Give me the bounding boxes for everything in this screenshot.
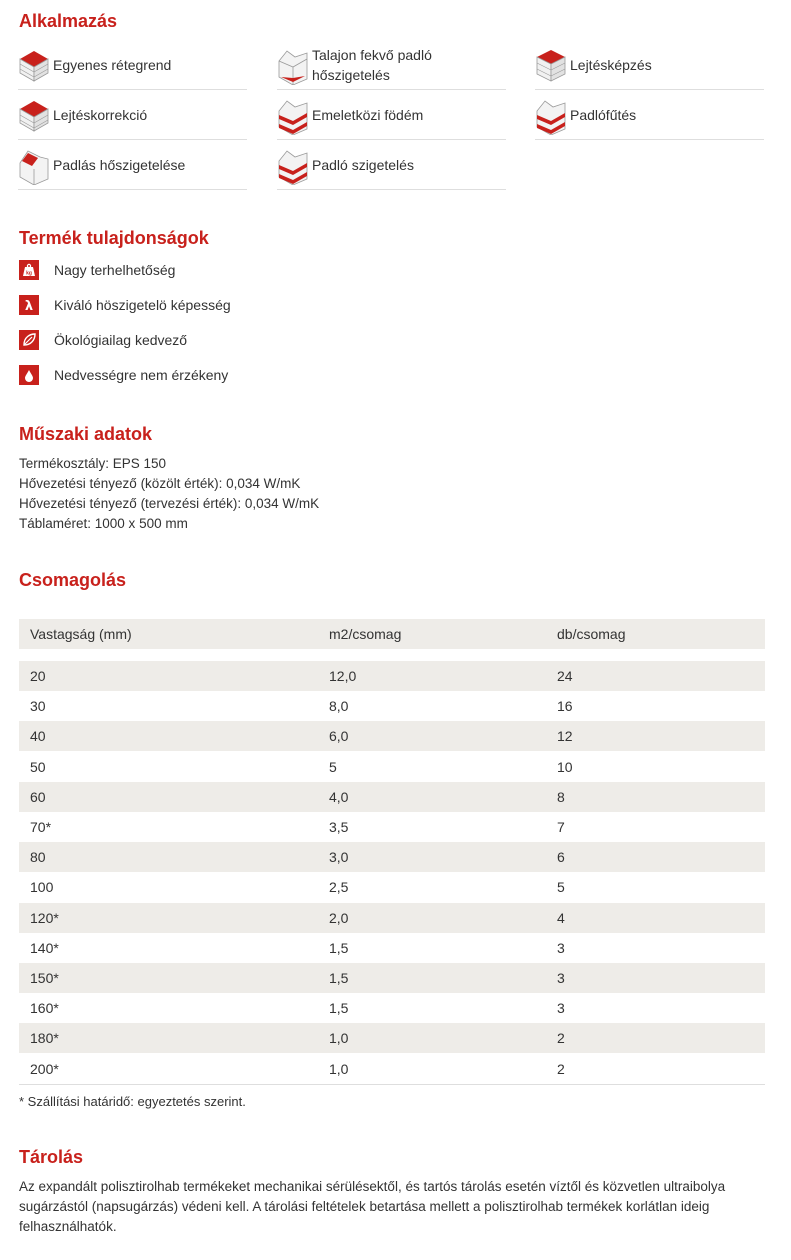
- technical-line: Hővezetési tényező (közölt érték): 0,034 W/mK: [19, 476, 301, 491]
- property-item: [19, 293, 231, 317]
- application-item-label: Talajon fekvő padló hőszigetelés: [312, 46, 432, 83]
- cell-m2: 6,0: [329, 728, 349, 745]
- property-item: [19, 328, 187, 352]
- floor-insulation-icon: [277, 145, 309, 185]
- cell-m2: 1,5: [329, 939, 349, 956]
- storage-text: Az expandált polisztirolhab termékeket mechanikai sérülésektől, és tartós tárolás esetén víztől és közvetlen ultraibolya sugárzástól (napsugárzás) védeni kell. A tárolási feltételek betartása mellett a polisztirolhab termékek korlátlan ideig felhasználhatók.: [19, 1179, 726, 1234]
- application-item-padlas: [18, 140, 247, 190]
- cell-m2: 5: [329, 758, 337, 775]
- cell-pieces: 4: [557, 909, 565, 926]
- cell-pieces: 8: [557, 788, 565, 805]
- leaf-icon: [19, 330, 39, 350]
- table-row: [19, 661, 765, 691]
- properties-heading: Termék tulajdonságok: [19, 228, 209, 248]
- packaging-table: [19, 619, 765, 1085]
- cell-pieces: 6: [557, 849, 565, 866]
- table-divider: [19, 1084, 765, 1085]
- cell-pieces: 12: [557, 728, 573, 745]
- floor-heating-icon: [535, 95, 567, 135]
- cell-thickness: 200*: [30, 1060, 59, 1077]
- table-row: [19, 782, 765, 812]
- cell-pieces: 2: [557, 1060, 565, 1077]
- cell-pieces: 7: [557, 819, 565, 835]
- application-item-lejteskorrekcio: [18, 90, 247, 140]
- water-drop-icon: [19, 365, 39, 385]
- cell-m2: 4,0: [329, 788, 349, 805]
- cell-m2: 3,5: [329, 819, 349, 835]
- slope-roof-icon: [535, 45, 567, 85]
- cell-thickness: 70*: [30, 819, 52, 835]
- technical-line: Táblaméret: 1000 x 500 mm: [19, 516, 188, 531]
- table-row: [19, 842, 765, 872]
- application-heading: Alkalmazás: [19, 11, 118, 31]
- table-row: [19, 993, 765, 1023]
- cell-thickness: 160*: [30, 1000, 59, 1017]
- table-row: [19, 963, 765, 993]
- table-row: [19, 1054, 765, 1084]
- property-label: Nagy terhelhetőség: [54, 262, 176, 278]
- cell-m2: 12,0: [329, 668, 357, 684]
- application-item-lejteskepzes: [535, 40, 764, 90]
- slope-correction-icon: [18, 95, 50, 135]
- cell-thickness: 60: [30, 788, 46, 805]
- cell-pieces: 3: [557, 1000, 565, 1017]
- table-row: [19, 933, 765, 963]
- cell-pieces: 10: [557, 758, 573, 775]
- technical-line: Hővezetési tényező (tervezési érték): 0,034 W/mK: [19, 496, 320, 511]
- cell-m2: 1,5: [329, 970, 349, 986]
- application-item-talajon: [277, 40, 506, 90]
- cell-thickness: 100: [30, 879, 54, 896]
- table-row: [19, 721, 765, 751]
- application-item-label: Padlófűtés: [570, 106, 637, 123]
- application-item-label: Padló szigetelés: [312, 156, 414, 173]
- cell-m2: 2,0: [329, 909, 349, 926]
- application-item-padlo-szigeteles: [277, 140, 506, 190]
- cell-thickness: 120*: [30, 909, 59, 926]
- cell-m2: 8,0: [329, 698, 349, 715]
- table-row: [19, 872, 765, 902]
- property-label: Nedvességre nem érzékeny: [54, 367, 229, 383]
- table-row: [19, 812, 765, 842]
- application-item-emeletkozi: [277, 90, 506, 140]
- property-label: Ökológiailag kedvező: [54, 332, 188, 348]
- property-item: [19, 363, 228, 387]
- property-item: [19, 258, 175, 282]
- column-header-thickness: Vastagság (mm): [30, 626, 132, 642]
- cell-m2: 3,0: [329, 849, 349, 866]
- cell-thickness: 180*: [30, 1030, 59, 1047]
- cell-m2: 1,5: [329, 1000, 349, 1017]
- cell-pieces: 5: [557, 879, 565, 896]
- cell-m2: 1,0: [329, 1060, 349, 1077]
- intermediate-floor-icon: [277, 95, 309, 135]
- cell-pieces: 3: [557, 970, 565, 986]
- table-header: [19, 619, 765, 649]
- cell-pieces: 2: [557, 1030, 565, 1047]
- application-item-label: Lejtésképzés: [570, 56, 652, 73]
- table-row: [19, 691, 765, 721]
- application-item-padlofutes: [535, 90, 764, 140]
- svg-text:kg: kg: [26, 270, 32, 277]
- application-item-label: Emeletközi födém: [312, 106, 424, 123]
- cell-pieces: 16: [557, 698, 573, 715]
- cell-thickness: 150*: [30, 970, 59, 986]
- cell-thickness: 80: [30, 849, 46, 866]
- application-item-label: Egyenes rétegrend: [53, 56, 172, 73]
- packaging-heading: Csomagolás: [19, 570, 127, 590]
- application-item-label: Padlás hőszigetelése: [53, 156, 186, 173]
- technical-line: Termékosztály: EPS 150: [19, 456, 167, 471]
- column-header-m2: m2/csomag: [329, 626, 402, 642]
- attic-insulation-icon: [18, 145, 50, 185]
- cell-thickness: 50: [30, 758, 46, 775]
- table-row: [19, 903, 765, 933]
- lambda-icon: [19, 295, 39, 315]
- cell-m2: 1,0: [329, 1030, 349, 1047]
- storage-heading: Tárolás: [19, 1147, 84, 1167]
- ground-floor-icon: [277, 45, 309, 85]
- column-header-pieces: db/csomag: [557, 626, 626, 642]
- cell-pieces: 3: [557, 939, 565, 956]
- cell-thickness: 20: [30, 668, 46, 684]
- property-label: Kiváló höszigetelö képesség: [54, 297, 231, 313]
- application-item-egyenes: [18, 40, 247, 90]
- cell-thickness: 40: [30, 728, 46, 745]
- technical-heading: Műszaki adatok: [19, 424, 153, 444]
- weight-kg-icon: [19, 260, 39, 280]
- delivery-note: * Szállítási határidő: egyeztetés szerint.: [19, 1094, 246, 1109]
- cell-thickness: 140*: [30, 939, 59, 956]
- cell-thickness: 30: [30, 698, 46, 715]
- layered-roof-icon: [18, 45, 50, 85]
- cell-m2: 2,5: [329, 879, 349, 896]
- application-item-label: Lejtéskorrekció: [53, 106, 148, 123]
- svg-text:λ: λ: [24, 299, 34, 312]
- table-row: [19, 1023, 765, 1053]
- table-row: [19, 752, 765, 782]
- cell-pieces: 24: [557, 668, 573, 684]
